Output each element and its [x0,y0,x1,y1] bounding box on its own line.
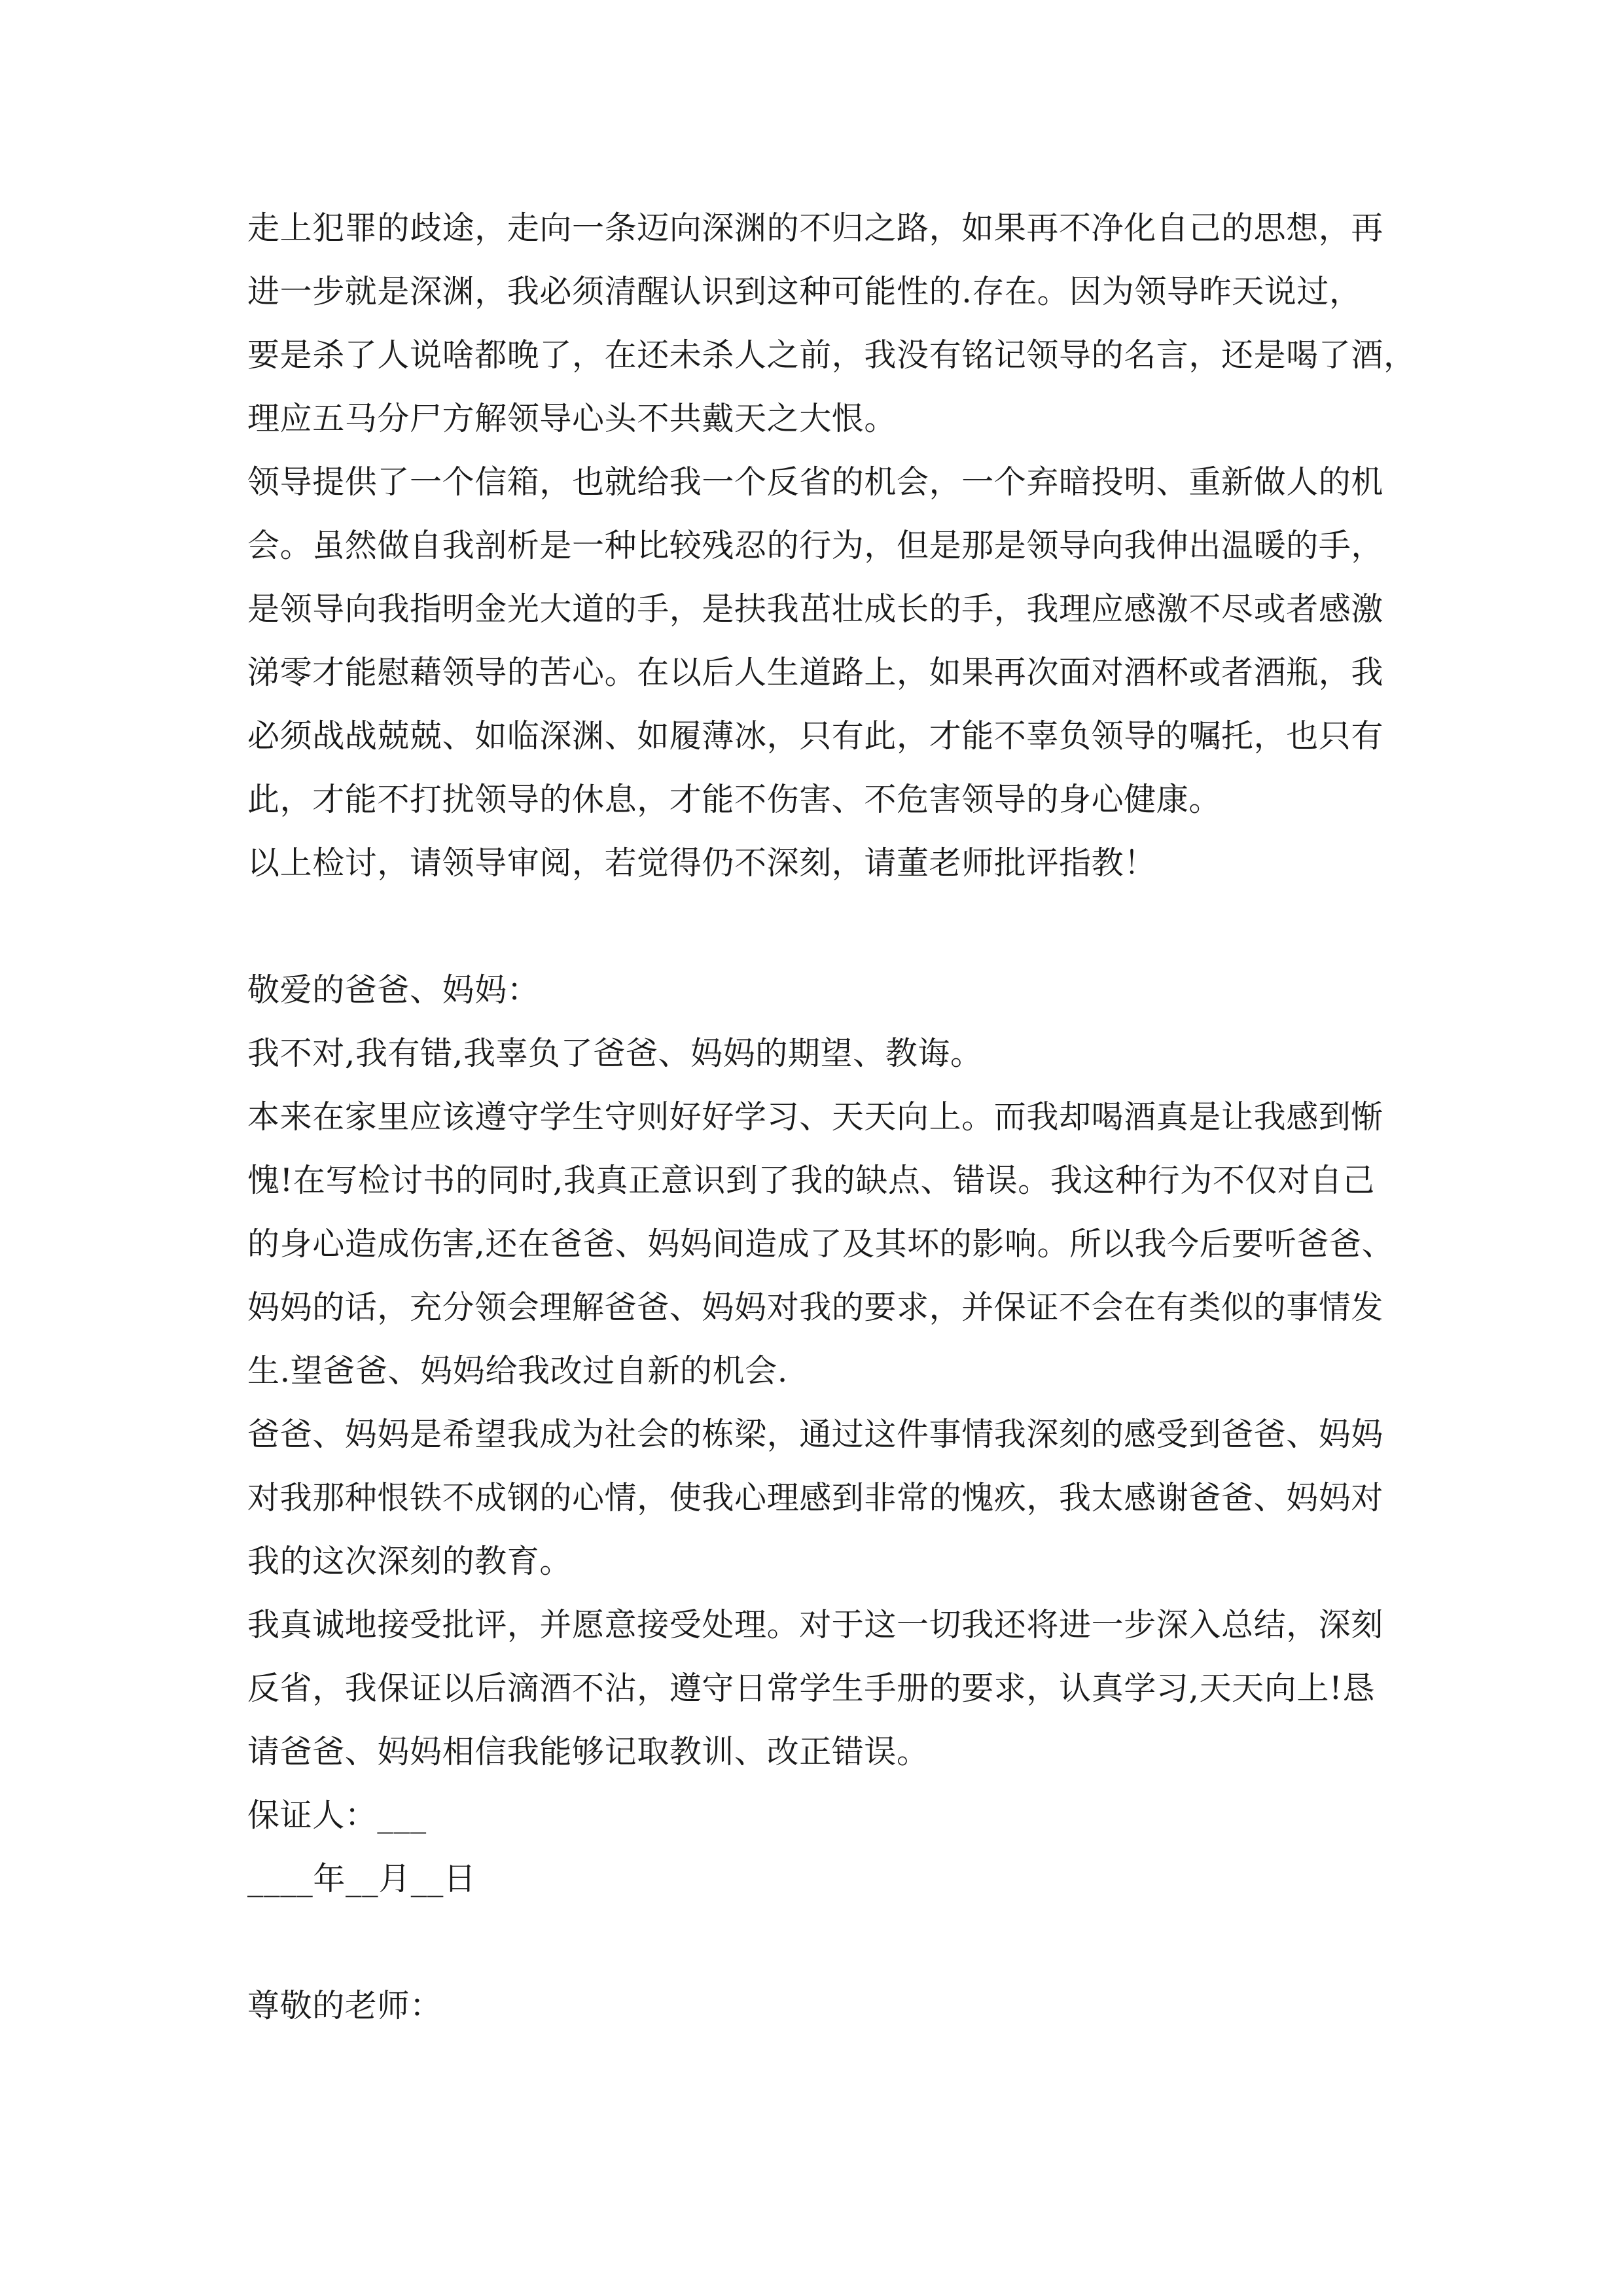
paragraph-line: 本来在家里应该遵守学生守则好好学习、天天向上。而我却喝酒真是让我感到惭 [247,1098,1384,1136]
paragraph-line: 我的这次深刻的教育。 [247,1543,573,1580]
paragraph-line: 我真诚地接受批评，并愿意接受处理。对于这一切我还将进一步深入总结，深刻 [247,1606,1384,1643]
paragraph-line: 对我那种恨铁不成钢的心情，使我心理感到非常的愧疚，我太感谢爸爸、妈妈对 [247,1479,1384,1516]
paragraph-line: 爸爸、妈妈是希望我成为社会的栋梁，通过这件事情我深刻的感受到爸爸、妈妈 [247,1416,1384,1453]
date-line: ____年__月__日 [247,1860,476,1897]
paragraph-line: 会。虽然做自我剖析是一种比较残忍的行为，但是那是领导向我伸出温暖的手， [247,527,1384,564]
letter-salutation: 敬爱的爸爸、妈妈： [247,971,540,1009]
paragraph-line: 妈妈的话，充分领会理解爸爸、妈妈对我的要求，并保证不会在有类似的事情发 [247,1289,1384,1326]
paragraph-line: 生.望爸爸、妈妈给我改过自新的机会. [247,1352,788,1390]
paragraph-line: 请爸爸、妈妈相信我能够记取教训、改正错误。 [247,1733,929,1770]
paragraph-line: 理应五马分尸方解领导心头不共戴天之大恨。 [247,400,897,437]
paragraph-line: 要是杀了人说啥都晚了，在还未杀人之前，我没有铭记领导的名言，还是喝了酒， [247,336,1416,374]
paragraph-line: 我不对,我有错,我辜负了爸爸、妈妈的期望、教诲。 [247,1035,983,1072]
paragraph-line: 进一步就是深渊，我必须清醒认识到这种可能性的.存在。因为领导昨天说过， [247,273,1362,310]
paragraph-line: 领导提供了一个信箱，也就给我一个反省的机会，一个弃暗投明、重新做人的机 [247,463,1384,501]
paragraph-line: 走上犯罪的歧途，走向一条迈向深渊的不归之路，如果再不净化自己的思想，再 [247,209,1384,247]
paragraph-line: 的身心造成伤害,还在爸爸、妈妈间造成了及其坏的影响。所以我今后要听爸爸、 [247,1225,1395,1263]
paragraph-line: 必须战战兢兢、如临深渊、如履薄冰，只有此，才能不辜负领导的嘱托，也只有 [247,717,1384,755]
paragraph-line: 反省，我保证以后滴酒不沾，遵守日常学生手册的要求，认真学习,天天向上!恳 [247,1670,1375,1707]
paragraph-line: 是领导向我指明金光大道的手，是扶我茁壮成长的手，我理应感激不尽或者感激 [247,590,1384,628]
paragraph-line: 此，才能不打扰领导的休息，才能不伤害、不危害领导的身心健康。 [247,781,1222,818]
blank-line [247,895,1399,958]
guarantor-signature-line: 保证人：___ [247,1797,427,1834]
paragraph-line: 以上检讨，请领导审阅，若觉得仍不深刻，请董老师批评指教！ [247,844,1156,882]
paragraph-line: 涕零才能慰藉领导的苦心。在以后人生道路上，如果再次面对酒杯或者酒瓶，我 [247,654,1384,691]
document-body [247,196,1416,2037]
blank-line [247,1910,1399,1974]
paragraph-line: 愧!在写检讨书的同时,我真正意识到了我的缺点、错误。我这种行为不仅对自己 [247,1162,1375,1199]
letter-salutation: 尊敬的老师： [247,1987,442,2024]
